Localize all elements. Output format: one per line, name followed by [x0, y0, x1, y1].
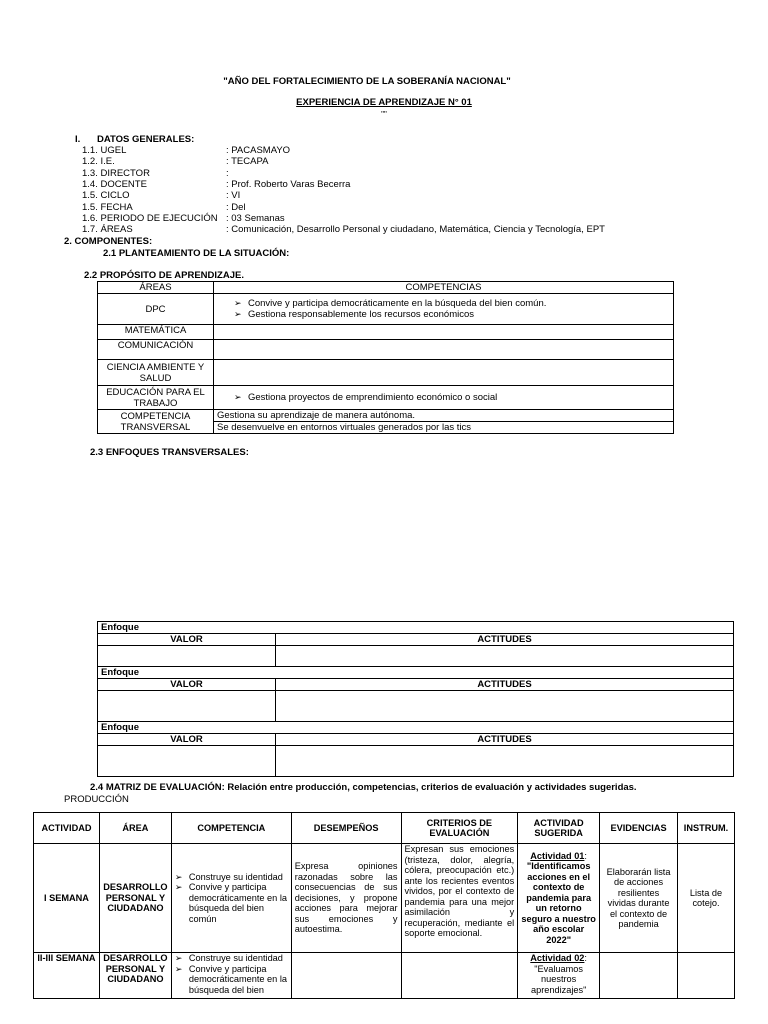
- header-competencia: COMPETENCIA: [171, 813, 291, 844]
- list-item: ➢ Convive y participa democráticamente en la búsqueda del bien: [175, 964, 288, 996]
- area-ept: EDUCACIÓN PARA EL TRABAJO: [98, 386, 214, 410]
- datos-row: [82, 202, 722, 213]
- enfoque-label: Enfoque: [98, 622, 734, 634]
- list-item: ➢ Gestiona proyectos de emprendimiento económico o social: [234, 392, 670, 403]
- table-row: [98, 360, 674, 386]
- datos-label: 1.5. CICLO: [82, 190, 130, 202]
- enfoque-label: Enfoque: [98, 667, 734, 679]
- valor-header: VALOR: [98, 634, 276, 646]
- table-row: [98, 622, 734, 634]
- valor-cell: [98, 646, 276, 667]
- table-row: [98, 734, 734, 746]
- title-quotes: "": [381, 110, 387, 119]
- row2-criterios: [401, 953, 518, 999]
- comunicacion-competencias: [214, 340, 674, 360]
- section-2-3-heading: 2.3 ENFOQUES TRANSVERSALES:: [90, 447, 249, 458]
- actitudes-cell: [276, 691, 734, 722]
- table-row: [34, 953, 735, 999]
- section-2-2-heading: 2.2 PROPÓSITO DE APRENDIZAJE.: [84, 270, 244, 281]
- activity-title: "Evaluamos nuestros aprendizajes": [530, 963, 587, 995]
- header-desempenos: DESEMPEÑOS: [291, 813, 401, 844]
- header-evidencias: EVIDENCIAS: [600, 813, 678, 844]
- area-transversal: COMPETENCIA TRANSVERSAL: [98, 410, 214, 434]
- table-row: [98, 679, 734, 691]
- ciencia-competencias: [214, 360, 674, 386]
- datos-label: 1.3. DIRECTOR: [82, 167, 150, 179]
- table-row: [34, 844, 735, 953]
- enfoque-label: Enfoque: [98, 722, 734, 734]
- row2-evidencias: [600, 953, 678, 999]
- col-header-competencias: COMPETENCIAS: [214, 282, 674, 294]
- row2-desempenos: [291, 953, 401, 999]
- header-actividad: ACTIVIDAD: [34, 813, 100, 844]
- datos-label: 1.6. PERIODO DE EJECUCIÓN: [82, 212, 218, 224]
- row1-competencia: [171, 844, 291, 953]
- list-item: ➢ Gestiona responsablemente los recursos económicos: [234, 309, 670, 320]
- actitudes-header: ACTITUDES: [276, 634, 734, 646]
- header-actividad-sugerida: ACTIVIDAD SUGERIDA: [518, 813, 600, 844]
- table-row: [98, 340, 674, 360]
- datos-row: [82, 190, 722, 201]
- dpc-competencias: [214, 294, 674, 325]
- datos-value: : TECAPA: [226, 156, 269, 168]
- row1-instrum: Lista de cotejo.: [678, 844, 735, 953]
- actitudes-cell: [276, 746, 734, 777]
- row2-competencia: [171, 953, 291, 999]
- header-instrum: INSTRUM.: [678, 813, 735, 844]
- actitudes-cell: [276, 646, 734, 667]
- enfoques-table: [97, 621, 734, 777]
- datos-row: [82, 179, 722, 190]
- list-item: ➢ Convive y participa democráticamente en la búsqueda del bien común: [175, 882, 288, 924]
- row1-criterios: Expresan sus emociones (tristeza, dolor, alegría, cólera, preocupación etc.) ante los recientes eventos vividos, por el contexto de pandemia para una mejor asimilación y recuperación, mediante el soporte emocional.: [401, 844, 518, 953]
- table-row: [98, 722, 734, 734]
- actitudes-header: ACTITUDES: [276, 734, 734, 746]
- datos-heading: DATOS GENERALES:: [97, 134, 195, 145]
- datos-label: 1.1. UGEL: [82, 145, 127, 156]
- table-row: [98, 667, 734, 679]
- row2-actividad: II-III SEMANA: [34, 953, 100, 999]
- produccion-label: PRODUCCIÓN: [64, 794, 129, 805]
- list-item: ➢ Construye su identidad: [175, 953, 288, 964]
- datos-row: [82, 145, 722, 156]
- table-row: [98, 634, 734, 646]
- matematica-competencias: [214, 325, 674, 340]
- datos-value: : Prof. Roberto Varas Becerra: [226, 178, 351, 190]
- datos-label: 1.4. DOCENTE: [82, 178, 147, 190]
- proposito-table: [97, 281, 674, 434]
- ept-competencias: [214, 386, 674, 410]
- datos-value: : VI: [226, 190, 241, 202]
- table-row: [98, 294, 674, 325]
- row1-area: DESARROLLO PERSONAL Y CIUDADANO: [99, 844, 171, 953]
- list-item: ➢ Construye su identidad: [175, 872, 288, 883]
- year-title: "AÑO DEL FORTALECIMIENTO DE LA SOBERANÍA NACIONAL": [223, 76, 511, 87]
- datos-label: 1.5. FECHA: [82, 201, 133, 213]
- section-2-4-heading: 2.4 MATRIZ DE EVALUACIÓN: Relación entre producción, competencias, criterios de evaluación y actividades sugeridas.: [90, 782, 637, 793]
- valor-header: VALOR: [98, 734, 276, 746]
- area-ciencia: CIENCIA AMBIENTE Y SALUD: [98, 360, 214, 386]
- datos-row: [82, 224, 722, 235]
- datos-value: :: [226, 167, 229, 179]
- table-row: [34, 813, 735, 844]
- row1-actividad-sugerida: Actividad 01: "Identificamos acciones en el contexto de pandemia para un retorno seguro a nuestro año escolar 2022": [518, 844, 600, 953]
- table-row: [98, 325, 674, 340]
- row2-actividad-sugerida: Actividad 02: "Evaluamos nuestros aprendizajes": [518, 953, 600, 999]
- activity-label: Actividad 02: [530, 953, 585, 963]
- area-dpc: DPC: [98, 294, 214, 325]
- table-row: [98, 386, 674, 410]
- table-row: [98, 410, 674, 422]
- datos-label: 1.2. I.E.: [82, 156, 115, 168]
- area-comunicacion: COMUNICACIÓN: [98, 340, 214, 360]
- matriz-table: [33, 812, 735, 999]
- datos-row: [82, 168, 722, 179]
- datos-heading-number: I.: [75, 134, 81, 145]
- datos-row: [82, 156, 722, 167]
- activity-label: Actividad 01: [530, 850, 585, 861]
- section-2-1-heading: 2.1 PLANTEAMIENTO DE LA SITUACIÓN:: [103, 248, 290, 259]
- activity-title: "Identificamos acciones en el contexto de pandemia para un retorno seguro a nuestro año escolar 2022": [521, 861, 596, 945]
- list-item: ➢ Convive y participa democráticamente en la búsqueda del bien común.: [234, 298, 670, 309]
- row2-instrum: [678, 953, 735, 999]
- valor-cell: [98, 691, 276, 722]
- datos-value: : Comunicación, Desarrollo Personal y ciudadano, Matemática, Ciencia y Tecnología, EPT: [226, 224, 605, 236]
- row2-area: DESARROLLO PERSONAL Y CIUDADANO: [99, 953, 171, 999]
- transversal-competencia-1: Gestiona su aprendizaje de manera autónoma.: [214, 410, 674, 422]
- valor-header: VALOR: [98, 679, 276, 691]
- experience-title: EXPERIENCIA DE APRENDIZAJE N° 01: [296, 97, 472, 108]
- area-matematica: MATEMÁTICA: [98, 325, 214, 340]
- datos-row: [82, 213, 722, 224]
- transversal-competencia-2: Se desenvuelve en entornos virtuales generados por las tics: [214, 422, 674, 434]
- row1-actividad: I SEMANA: [34, 844, 100, 953]
- header-area: ÁREA: [99, 813, 171, 844]
- header-criterios: CRITERIOS DE EVALUACIÓN: [401, 813, 518, 844]
- col-header-areas: ÁREAS: [98, 282, 214, 294]
- row1-desempenos: Expresa opiniones razonadas sobre las consecuencias de sus decisiones, y propone acciones para mejorar sus emociones y autoestima.: [291, 844, 401, 953]
- componentes-heading: 2. COMPONENTES:: [64, 236, 153, 247]
- valor-cell: [98, 746, 276, 777]
- datos-label: 1.7. ÁREAS: [82, 224, 133, 236]
- table-row: [98, 282, 674, 294]
- table-row: [98, 746, 734, 777]
- datos-value: : 03 Semanas: [226, 212, 285, 224]
- row1-evidencias: Elaborarán lista de acciones resilientes vividas durante el contexto de pandemia: [600, 844, 678, 953]
- actitudes-header: ACTITUDES: [276, 679, 734, 691]
- datos-generales-list: [82, 145, 722, 237]
- datos-value: : Del: [226, 201, 246, 213]
- datos-value: : PACASMAYO: [226, 145, 291, 156]
- table-row: [98, 691, 734, 722]
- table-row: [98, 646, 734, 667]
